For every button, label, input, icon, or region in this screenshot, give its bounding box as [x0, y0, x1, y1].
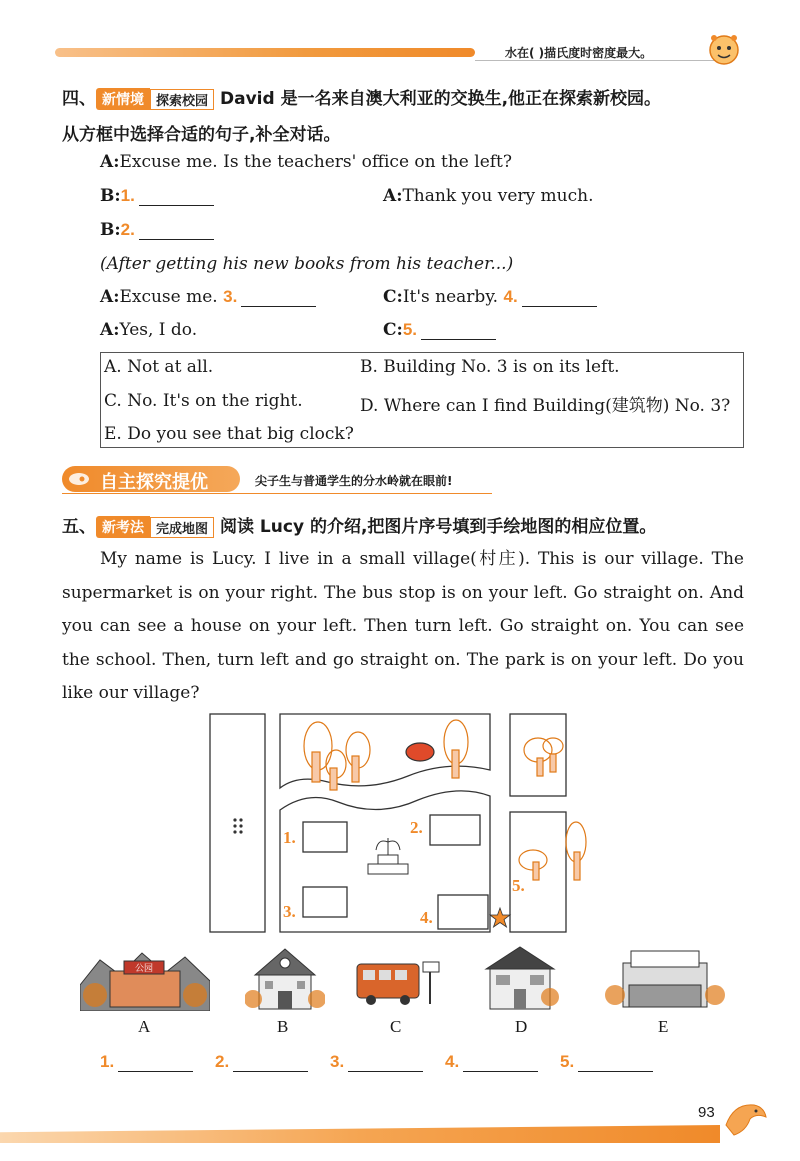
- dialogue-b2: B:2.: [100, 220, 214, 240]
- section4-heading: [62, 84, 661, 110]
- answer-blank-2[interactable]: [139, 238, 214, 240]
- mascot-icon: [704, 30, 744, 70]
- section5-tag-main: 新考法: [96, 516, 150, 538]
- section4-tag-main: 新情境: [96, 88, 150, 110]
- dialogue-c1: C:It's nearby. 4.: [383, 287, 597, 307]
- map-trees: [304, 720, 586, 880]
- answer-4: 4.: [445, 1052, 538, 1072]
- map-slot-1: [303, 822, 347, 852]
- map-label-4: 4.: [420, 908, 433, 927]
- option-c: C. No. It's on the right.: [104, 391, 303, 411]
- house-picture: [480, 945, 560, 1011]
- section4-instruction-2: 从方框中选择合适的句子,补全对话。: [62, 125, 341, 145]
- picture-letter-e: E: [658, 1017, 669, 1036]
- option-b: B. Building No. 3 is on its left.: [360, 357, 620, 377]
- passage: My name is Lucy. I live in a small village(村庄). This is our village. The supermarket is on your right. The bus stop is on your left. Go straight on. And you can see a house on your left. Then turn left. Go straight on. You can see the school. Then, turn left and go straight on. The park is on your left. Do you like our village?: [62, 549, 744, 703]
- section5-heading: [62, 512, 656, 538]
- map-label-3: 3.: [283, 902, 296, 921]
- map-label-5: 5.: [512, 876, 525, 895]
- picture-letter-d: D: [515, 1017, 528, 1036]
- dialogue-a2: A:Thank you very much.: [383, 186, 594, 206]
- page-number: 93: [698, 1104, 715, 1121]
- option-d: D. Where can I find Building(建筑物) No. 3?: [360, 396, 731, 416]
- rocket-icon: [64, 466, 94, 492]
- section5-number: 五、: [62, 517, 96, 537]
- header-motto: 水在( )描氏度时密度最大。: [505, 46, 653, 60]
- map-center-block: [280, 791, 490, 932]
- footer-bar: [0, 1125, 720, 1143]
- section4-instruction-1: David 是一名来自澳大利亚的交换生,他正在探索新校园。: [220, 89, 662, 109]
- dialogue-c2: C:5.: [383, 320, 496, 340]
- dialogue-a1: A:Excuse me. Is the teachers' office on the left?: [100, 152, 512, 172]
- map-left-street: [210, 714, 265, 932]
- dolphin-icon: [720, 1095, 770, 1145]
- picture-letter-b: B: [277, 1017, 289, 1036]
- park-picture: [80, 945, 210, 1011]
- ribbon-underline: [62, 493, 492, 494]
- school-picture: [245, 945, 325, 1013]
- picture-letter-a: A: [138, 1017, 151, 1036]
- dialogue-a4: A:Yes, I do.: [100, 320, 198, 340]
- answer-blank-5[interactable]: [421, 338, 496, 340]
- section4-number: 四、: [62, 89, 96, 109]
- dialogue-b1: B:1.: [100, 186, 214, 206]
- bus-stop-dots: [233, 818, 242, 833]
- header-bar: [55, 48, 475, 57]
- section5-instruction: 阅读 Lucy 的介绍,把图片序号填到手绘地图的相应位置。: [220, 517, 657, 537]
- answer-3: 3.: [330, 1052, 423, 1072]
- map-slot-2: [430, 815, 480, 845]
- option-e: E. Do you see that big clock?: [104, 424, 354, 444]
- map-slot-3: [303, 887, 347, 917]
- dialogue-narration: (After getting his new books from his teacher...): [100, 254, 514, 274]
- fountain-icon: [368, 838, 408, 874]
- dialogue-a3: A:Excuse me. 3.: [100, 287, 316, 307]
- section4-tag-sub: 探索校园: [150, 89, 214, 110]
- start-star-icon: [490, 908, 510, 927]
- park-sign-text: 公园: [134, 964, 154, 974]
- answer-blank-3[interactable]: [241, 305, 316, 307]
- supermarket-picture: [605, 945, 725, 1011]
- option-a: A. Not at all.: [104, 357, 214, 377]
- map-right-top-block: [510, 714, 566, 796]
- picture-letter-c: C: [390, 1017, 402, 1036]
- answer-1: 1.: [100, 1052, 193, 1072]
- section5-tag-sub: 完成地图: [150, 517, 214, 538]
- answer-2: 2.: [215, 1052, 308, 1072]
- answer-blank-4[interactable]: [522, 305, 597, 307]
- bus-stop-picture: [355, 958, 445, 1010]
- ribbon-title: 自主探究提优: [100, 472, 208, 493]
- map-label-2: 2.: [410, 818, 423, 837]
- ribbon-subtitle: 尖子生与普通学生的分水岭就在眼前!: [255, 474, 453, 488]
- answer-5: 5.: [560, 1052, 653, 1072]
- map-slot-4: [438, 895, 488, 929]
- map-label-1: 1.: [283, 828, 296, 847]
- village-map: [208, 712, 608, 938]
- answer-blank-1[interactable]: [139, 204, 214, 206]
